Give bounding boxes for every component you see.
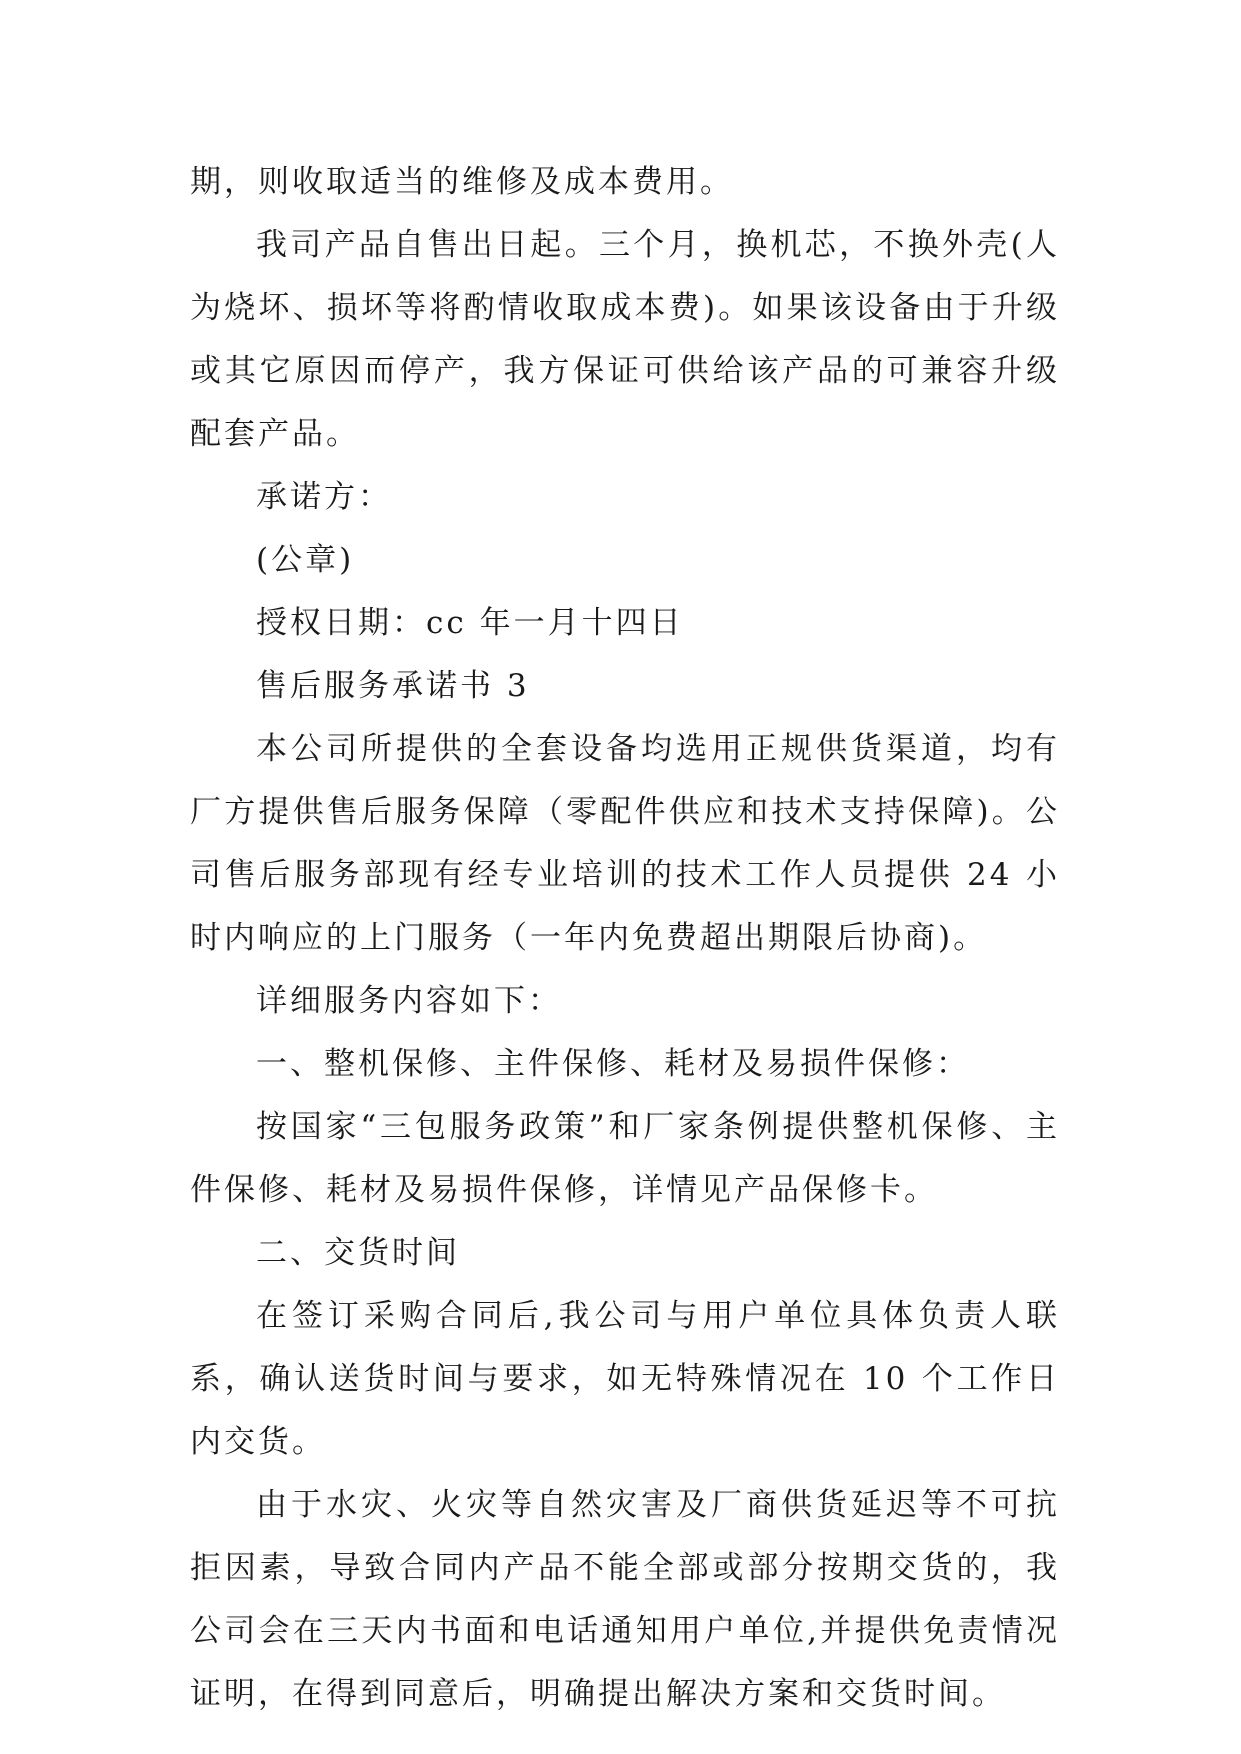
section-title: 售后服务承诺书 3 — [256, 668, 530, 704]
heading-warranty: 一、整机保修、主件保修、耗材及易损件保修： — [256, 1046, 970, 1082]
authorization-date: 授权日期：cc 年一月十四日 — [256, 605, 684, 641]
paragraph-company-service: 本公司所提供的全套设备均选用正规供货渠道，均有厂方提供售后服务保障（零配件供应和技术支持保障)。公司售后服务部现有经专业培训的技术工作人员提供 24 小时内响应的上门服务（一年内免费超出期限后协商)。 — [190, 731, 1060, 956]
paragraph-continuation: 期，则收取适当的维修及成本费用。 — [190, 164, 734, 200]
official-seal-label: (公章) — [256, 542, 355, 578]
paragraph-delivery: 在签订采购合同后,我公司与用户单位具体负责人联系，确认送货时间与要求，如无特殊情况在 10 个工作日内交货。 — [190, 1298, 1060, 1460]
promisor-label: 承诺方： — [256, 479, 392, 515]
document-body — [190, 151, 1060, 1726]
heading-delivery-time: 二、交货时间 — [256, 1235, 460, 1271]
service-details-heading: 详细服务内容如下： — [256, 983, 562, 1019]
paragraph-warranty-terms: 我司产品自售出日起。三个月，换机芯，不换外壳(人为烧坏、损坏等将酌情收取成本费)。如果该设备由于升级或其它原因而停产，我方保证可供给该产品的可兼容升级配套产品。 — [190, 227, 1060, 452]
paragraph-warranty-policy: 按国家“三包服务政策”和厂家条例提供整机保修、主件保修、耗材及易损件保修，详情见产品保修卡。 — [190, 1109, 1060, 1208]
paragraph-force-majeure: 由于水灾、火灾等自然灾害及厂商供货延迟等不可抗拒因素，导致合同内产品不能全部或部分按期交货的，我公司会在三天内书面和电话通知用户单位,并提供免责情况证明，在得到同意后，明确提出解决方案和交货时间。 — [190, 1487, 1060, 1712]
